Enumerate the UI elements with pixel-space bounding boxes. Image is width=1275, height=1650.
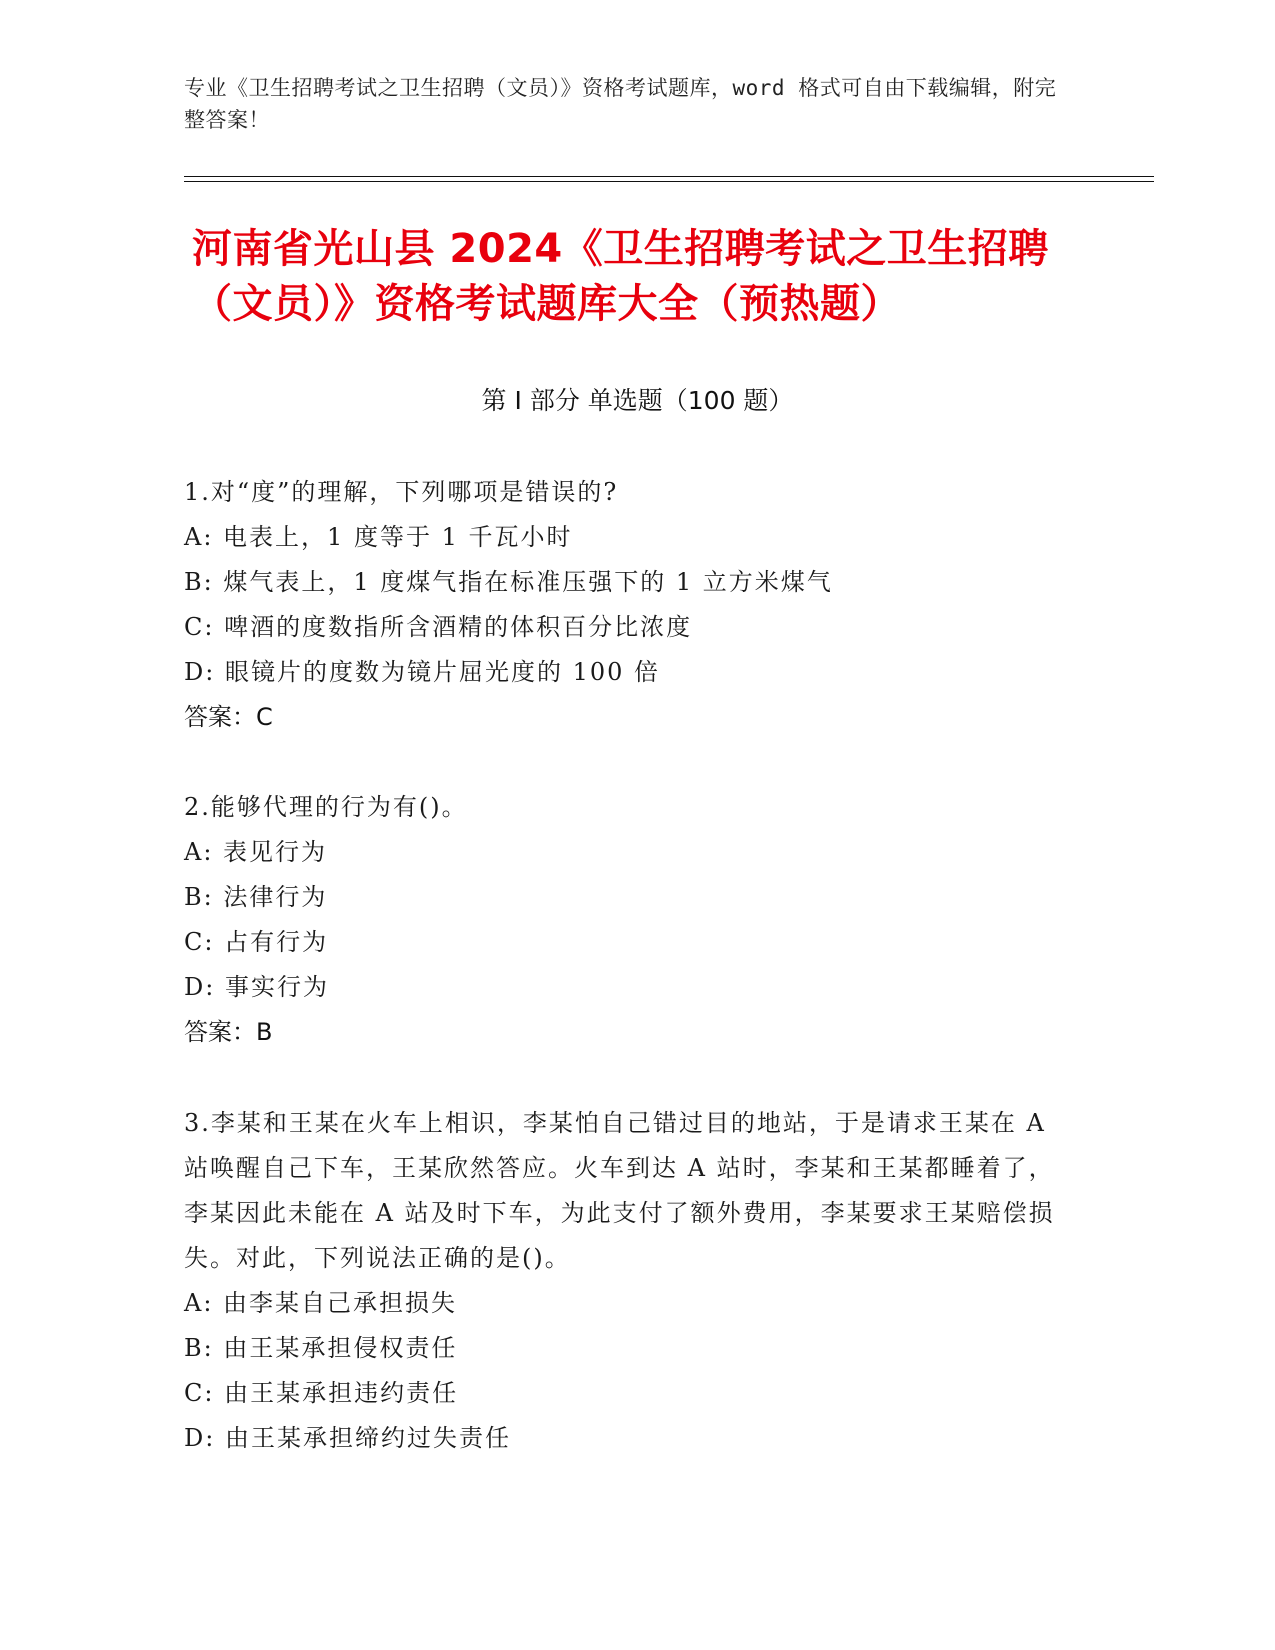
option-b: B: 煤气表上，1 度煤气指在标准压强下的 1 立方米煤气 bbox=[184, 568, 833, 596]
document-title: 河南省光山县 2024《卫生招聘考试之卫生招聘（文员）》资格考试题库大全（预热题） bbox=[192, 226, 1049, 327]
header-divider-top bbox=[184, 176, 1154, 177]
option-d: D: 事实行为 bbox=[184, 973, 329, 1001]
question-stem: 1.对“度”的理解，下列哪项是错误的? bbox=[184, 478, 619, 506]
option-b: B: 法律行为 bbox=[184, 883, 328, 911]
option-b: B: 由王某承担侵权责任 bbox=[184, 1334, 458, 1362]
question-3 bbox=[184, 1101, 1064, 1461]
option-c: C: 由王某承担违约责任 bbox=[184, 1379, 459, 1407]
question-1 bbox=[184, 470, 1064, 740]
question-2 bbox=[184, 785, 1064, 1055]
option-c: C: 占有行为 bbox=[184, 928, 329, 956]
option-d: D: 由王某承担缔约过失责任 bbox=[184, 1424, 511, 1452]
question-stem: 2.能够代理的行为有()。 bbox=[184, 793, 468, 821]
question-stem: 3.李某和王某在火车上相识，李某怕自己错过目的地站，于是请求王某在 A 站唤醒自己下车，王某欣然答应。火车到达 A 站时，李某和王某都睡着了，李某因此未能在 A 站及时下车，为此支付了额外费用，李某要求王某赔偿损失。对此，下列说法正确的是()。 bbox=[184, 1109, 1055, 1272]
header-divider-bottom bbox=[184, 181, 1154, 182]
option-a: A: 电表上，1 度等于 1 千瓦小时 bbox=[184, 523, 573, 551]
option-c: C: 啤酒的度数指所含酒精的体积百分比浓度 bbox=[184, 613, 693, 641]
header-note: 专业《卫生招聘考试之卫生招聘（文员）》资格考试题库，word 格式可自由下载编辑，附完整答案！ bbox=[184, 76, 1057, 132]
option-a: A: 表见行为 bbox=[184, 838, 328, 866]
question-answer: 答案：C bbox=[184, 703, 273, 731]
option-a: A: 由李某自己承担损失 bbox=[184, 1289, 458, 1317]
section-title: 第 I 部分 单选题（100 题） bbox=[481, 386, 794, 415]
question-answer: 答案：B bbox=[184, 1018, 273, 1046]
option-d: D: 眼镜片的度数为镜片屈光度的 100 倍 bbox=[184, 658, 661, 686]
